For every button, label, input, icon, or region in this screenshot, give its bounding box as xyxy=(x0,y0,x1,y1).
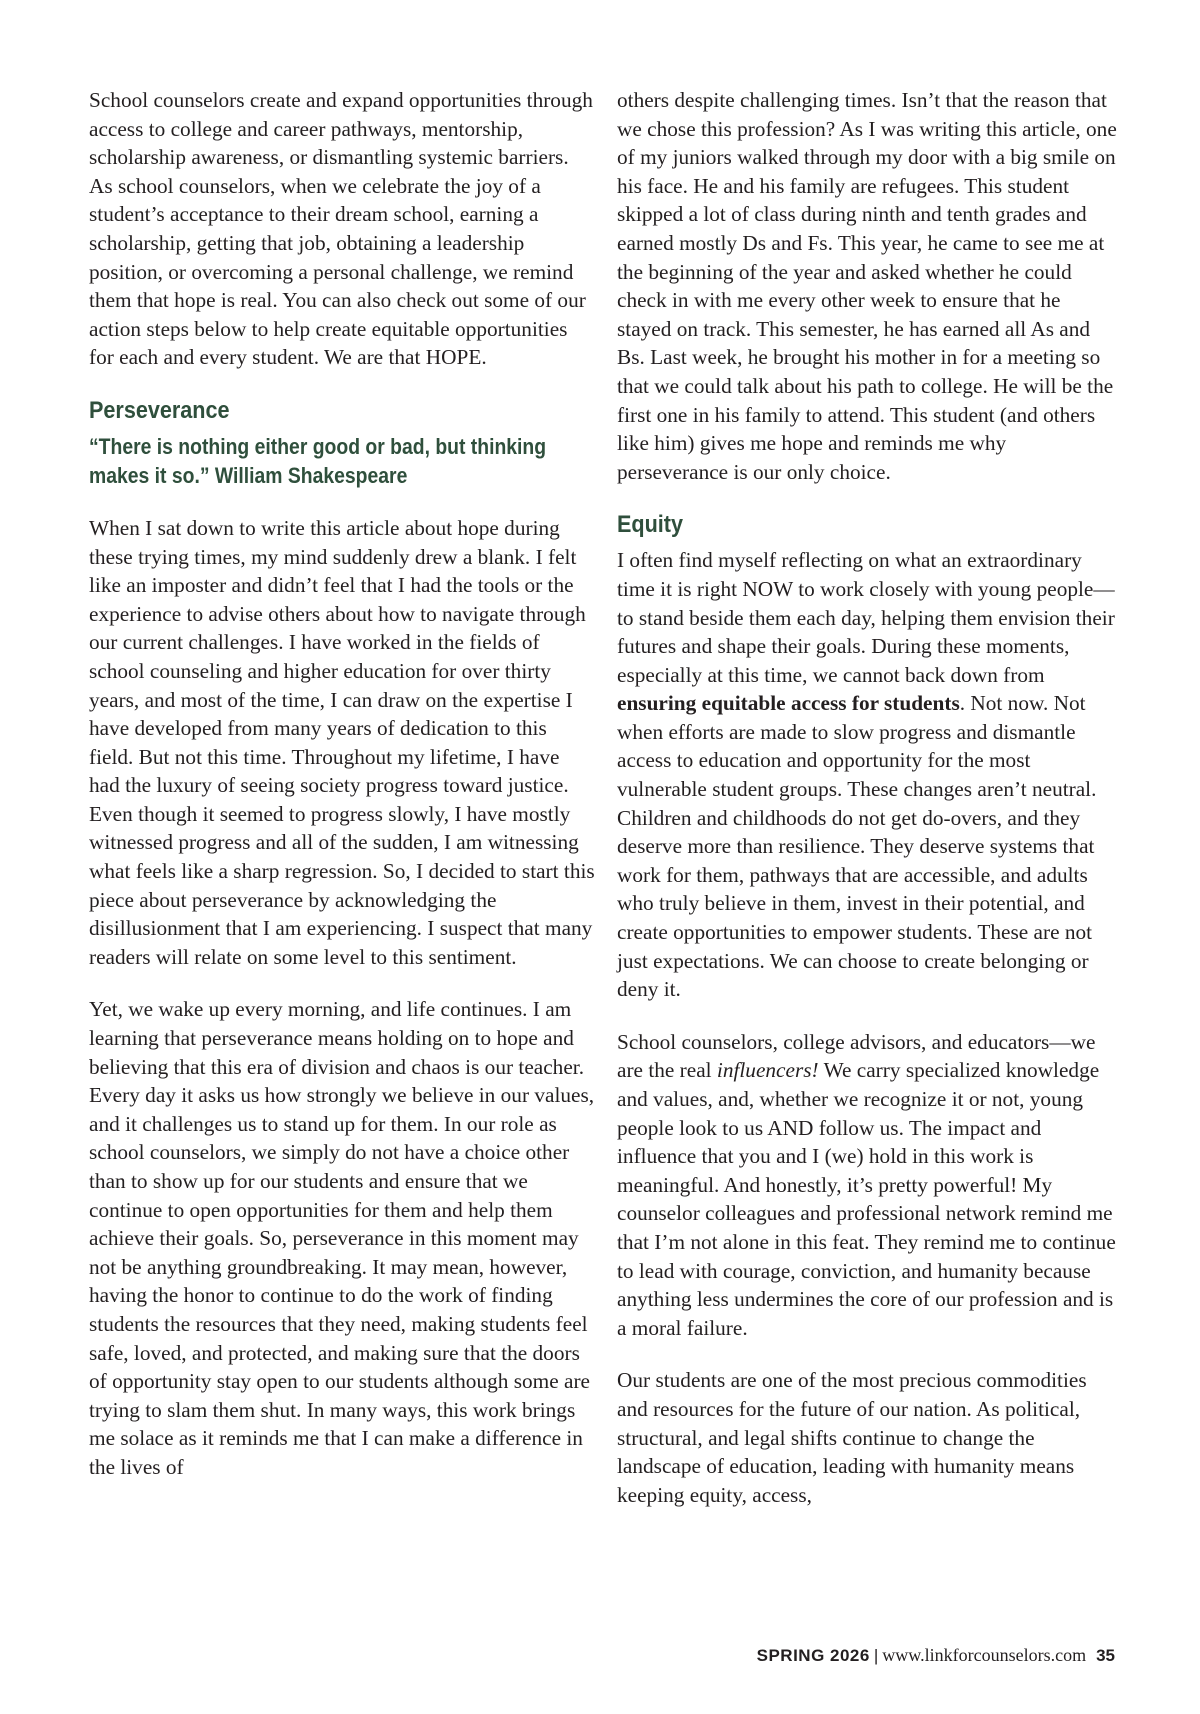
perseverance-heading: Perseverance xyxy=(89,396,230,424)
equity-paragraph-1 xyxy=(617,546,1117,1004)
equity-p1-text-end: . Not now. Not when efforts are made to slow progress and dismantle access to education and opportunity for the most vulnerable student groups. These changes aren’t neutral. Children and childhoods do not get do-overs, and they deserve more than resilience. They deserve systems that work for them, pathways that are accessible, and adults who truly believe in them, invest in their potential, and create opportunities to empower students. These are not just expectations. We can choose to create belonging or deny it. xyxy=(617,691,1097,1002)
perseverance-paragraph-1: When I sat down to write this article about hope during these trying times, my mind suddenly drew a blank. I felt like an imposter and didn’t feel that I had the tools or the experience to advise others about how to navigate through our current challenges. I have worked in the fields of school counseling and higher education for over thirty years, and most of the time, I can draw on the expertise I have developed from many years of dedication to this field. But not this time. Throughout my lifetime, I have had the luxury of seeing society progress toward justice. Even though it seemed to progress slowly, I have mostly witnessed progress and all of the sudden, I am witnessing what feels like a sharp regression. So, I decided to start this piece about perseverance by acknowledging the disillusionment that I am experiencing. I suspect that many readers will relate on some level to this sentiment. xyxy=(89,515,595,969)
footer-separator: | xyxy=(873,1646,879,1665)
intro-paragraph: School counselors create and expand opportunities through access to college and career pathways, mentorship, scholarship awareness, or dismantling systemic barriers. As school counselors, when we celebrate the joy of a student’s acceptance to their dream school, earning a scholarship, getting that job, obtaining a leadership position, or overcoming a personal challenge, we remind them that hope is real. You can also check out some of our action steps below to help create equitable opportunities for each and every student. We are that HOPE. xyxy=(89,88,593,370)
page-number: 35 xyxy=(1096,1646,1115,1665)
perseverance-paragraph-2: Yet, we wake up every morning, and life continues. I am learning that perseverance means holding on to hope and believing that this era of division and chaos is our teacher. Every day it asks us how strongly we believe in our values, and it challenges us to stand up for them. In our role as school counselors, we simply do not have a choice other than to show up for our students and ensure that we continue to open opportunities for them and help them achieve their goals. So, perseverance in this moment may not be anything groundbreaking. It may mean, however, having the honor to continue to do the work of finding students the resources that they need, making students feel safe, loved, and protected, and making sure that the doors of opportunity stay open to our students although some are trying to slam them shut. In many ways, this work brings me solace as it reminds me that I can make a difference in the lives of xyxy=(89,997,595,1479)
left-column xyxy=(89,86,595,1506)
equity-p1-text-start: I often find myself reflecting on what an extraordinary time it is right NOW to work closely with young people—to stand beside them each day, helping them envision their futures and shape their goals. During these moments, especially at this time, we cannot back down from xyxy=(617,548,1115,687)
shakespeare-quote: “There is nothing either good or bad, but thinking makes it so.” William Shakespeare xyxy=(89,433,547,488)
equity-paragraph-3: Our students are one of the most precious commodities and resources for the future of our nation. As political, structural, and legal shifts continue to change the landscape of education, leading with humanity means keeping equity, access, xyxy=(617,1368,1087,1507)
issue-season: SPRING 2026 xyxy=(756,1646,870,1665)
equity-p1-bold-text: ensuring equitable access for students xyxy=(617,691,960,716)
equity-heading: Equity xyxy=(617,511,684,539)
continuation-paragraph: others despite challenging times. Isn’t that the reason that we chose this profession? As I was writing this article, one of my juniors walked through my door with a big smile on his face. He and his family are refugees. This student skipped a lot of class during ninth and tenth grades and earned mostly Ds and Fs. This year, he came to see me at the beginning of the year and asked whether he could check in with me every other week to ensure that he stayed on track. This semester, he has earned all As and Bs. Last week, he brought his mother in for a meeting so that we could talk about his path to college. He will be the first one in his family to attend. This student (and others like him) gives me hope and reminds me why perseverance is our only choice. xyxy=(617,88,1117,484)
equity-p2-text-start: School counselors, college advisors, and educators—we are the real xyxy=(617,1029,1096,1083)
equity-paragraph-2 xyxy=(617,1028,1117,1343)
equity-p2-text-end: We carry specialized knowledge and values, and, whether we recognize it or not, young people look to us AND follow us. The impact and influence that you and I (we) hold in this work is meaningful. And honestly, it’s pretty powerful! My counselor colleagues and professional network remind me that I’m not alone in this feat. They remind me to continue to lead with courage, conviction, and humanity because anything less undermines the core of our profession and is a moral failure. xyxy=(617,1058,1116,1340)
page-footer xyxy=(757,1644,1115,1667)
right-column xyxy=(617,86,1117,1533)
website-link[interactable]: www.linkforcounselors.com xyxy=(882,1645,1087,1665)
equity-p2-italic-text: influencers! xyxy=(716,1058,819,1083)
